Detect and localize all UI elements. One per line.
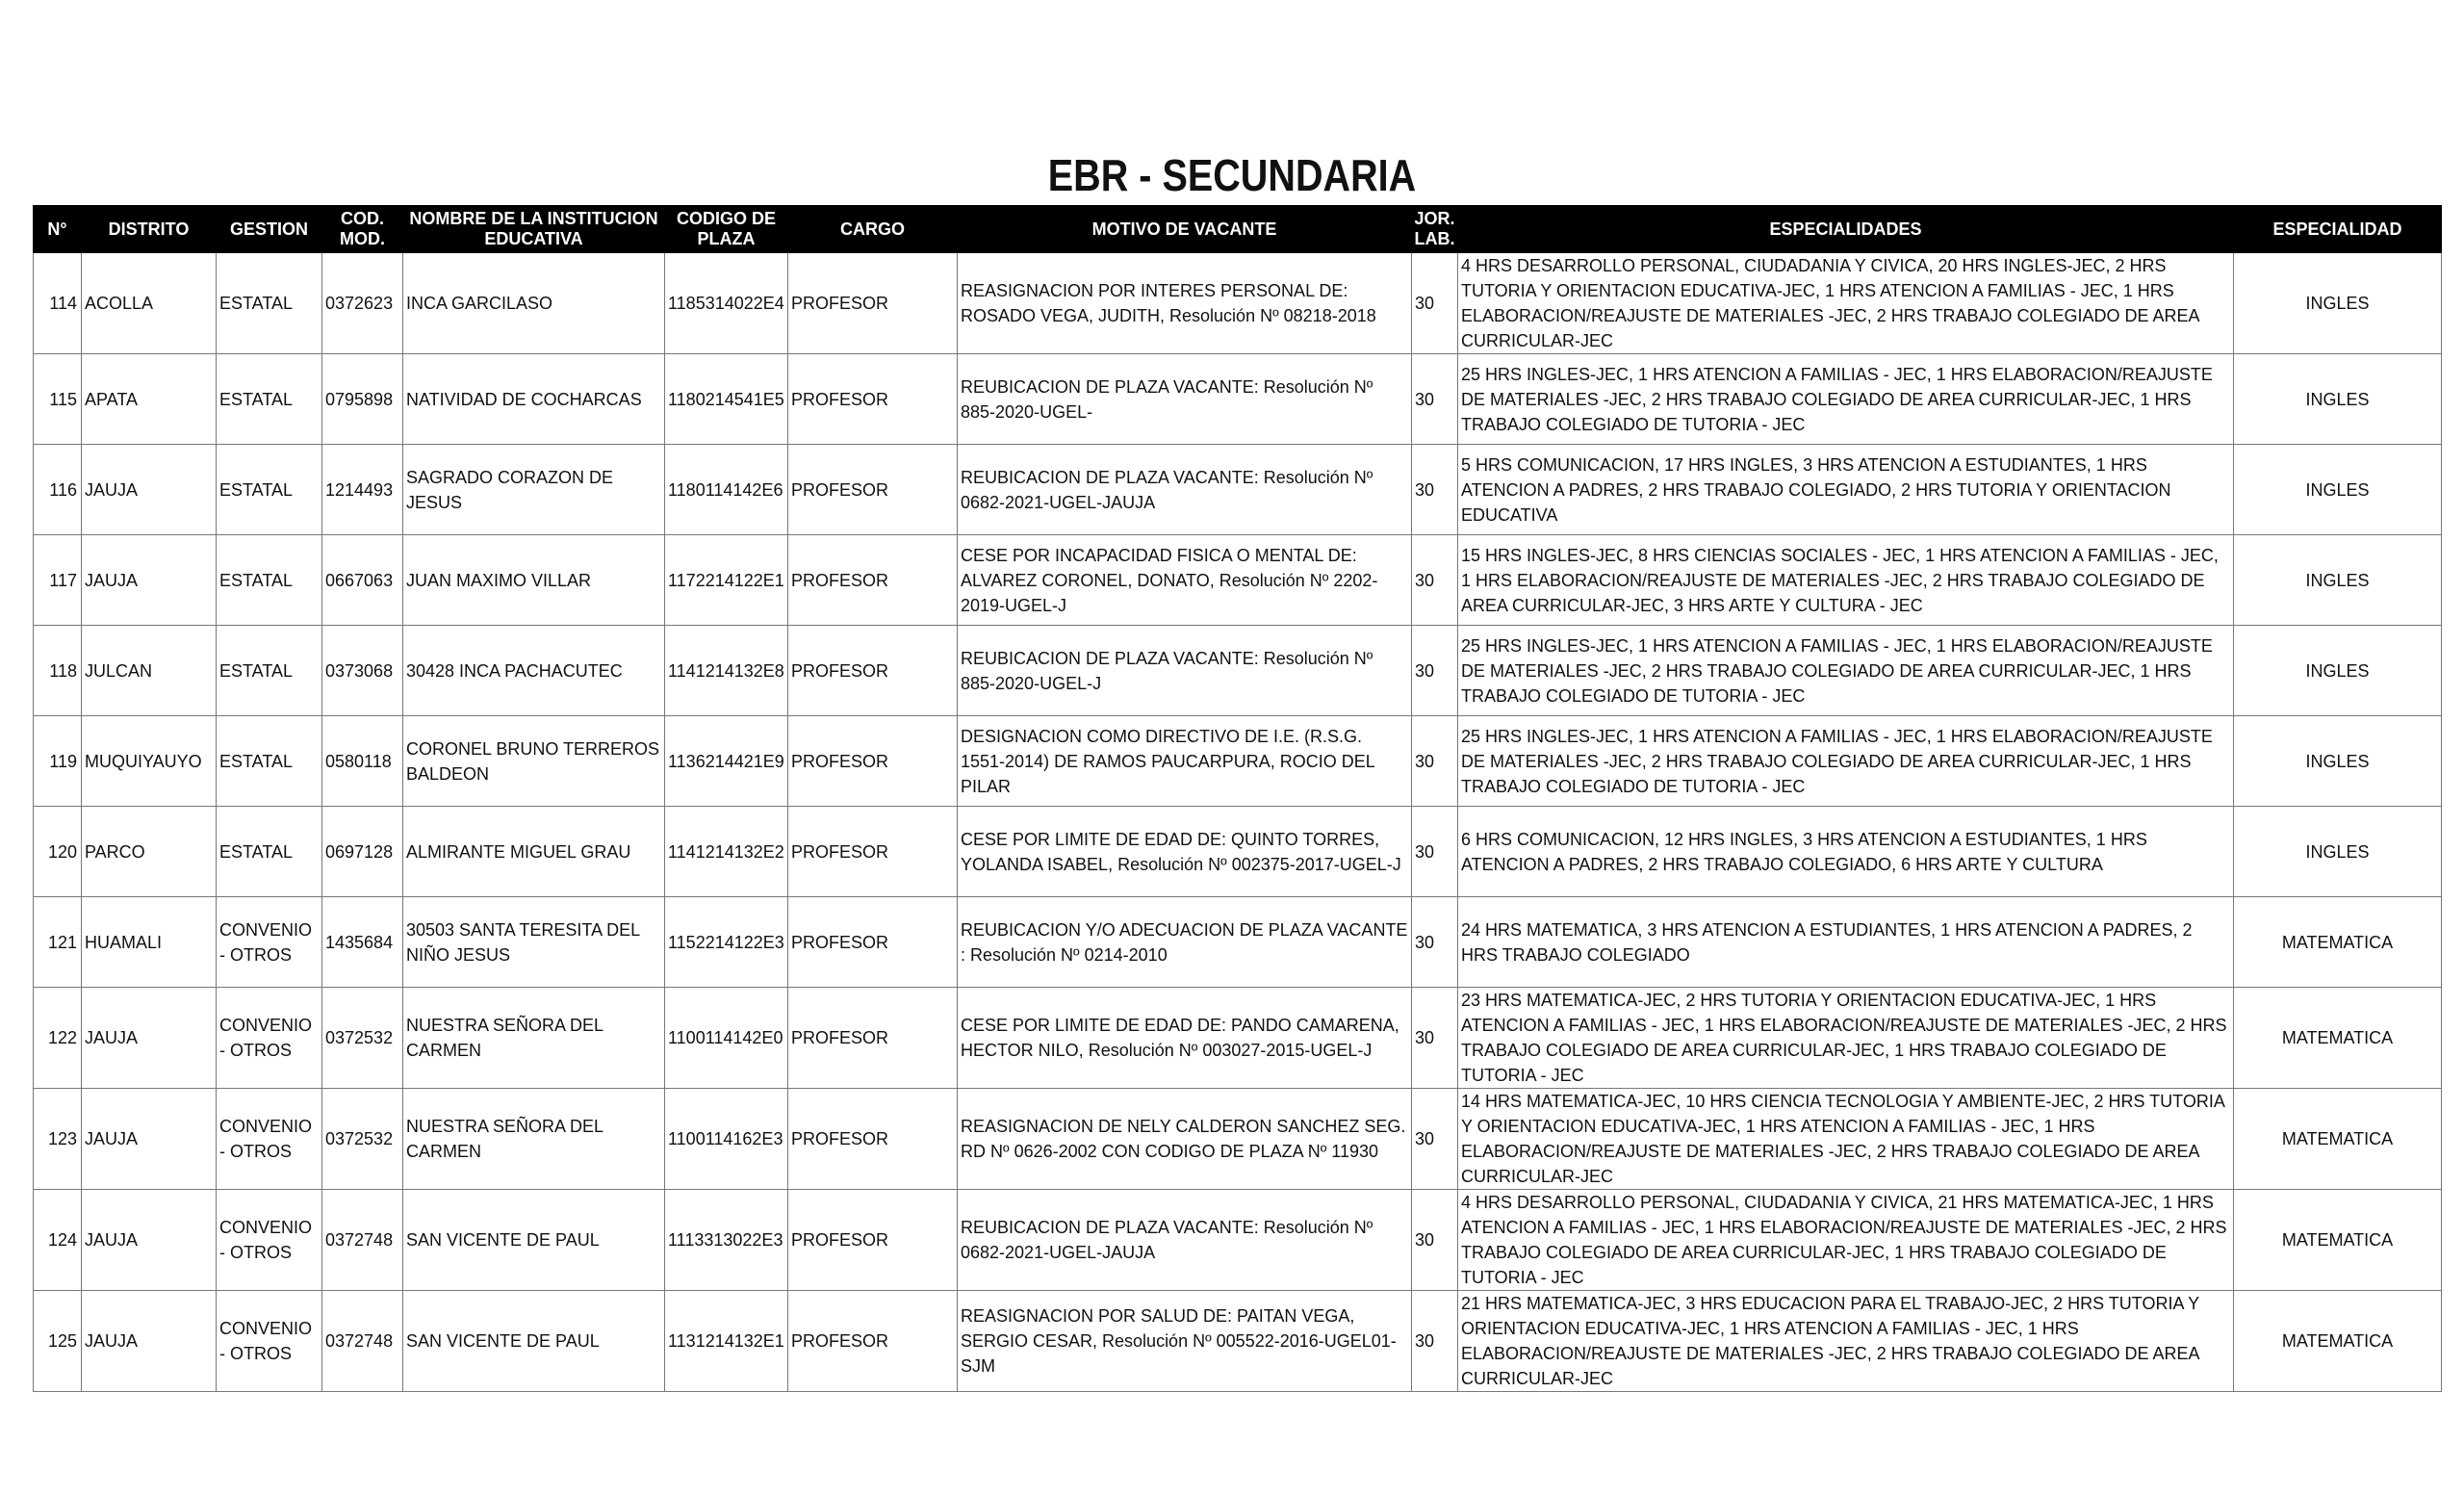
cell-distrito: HUAMALI	[82, 897, 217, 988]
cell-motivo: REASIGNACION POR SALUD DE: PAITAN VEGA, SERGIO CESAR, Resolución Nº 005522-2016-UGEL01-SJM	[958, 1291, 1412, 1392]
cell-gestion: ESTATAL	[217, 807, 322, 897]
cell-especialidades: 6 HRS COMUNICACION, 12 HRS INGLES, 3 HRS ATENCION A ESTUDIANTES, 1 HRS ATENCION A PADRES, 2 HRS TRABAJO COLEGIADO, 6 HRS ARTE Y CULTURA	[1458, 807, 2234, 897]
cell-motivo: REUBICACION Y/O ADECUACION DE PLAZA VACANTE : Resolución Nº 0214-2010	[958, 897, 1412, 988]
cell-n: 116	[34, 445, 82, 535]
cell-nombre: NATIVIDAD DE COCHARCAS	[403, 354, 665, 445]
cell-especialidad: INGLES	[2234, 535, 2442, 626]
table-row	[34, 535, 2442, 626]
cell-jor-lab: 30	[1412, 988, 1458, 1089]
cell-cargo: PROFESOR	[788, 253, 958, 354]
table-row	[34, 253, 2442, 354]
cell-cod-mod: 0697128	[322, 807, 403, 897]
header-motivo: MOTIVO DE VACANTE	[958, 206, 1412, 253]
cell-especialidad: INGLES	[2234, 354, 2442, 445]
cell-distrito: JAUJA	[82, 445, 217, 535]
header-especialidades: ESPECIALIDADES	[1458, 206, 2234, 253]
cell-jor-lab: 30	[1412, 1291, 1458, 1392]
cell-cargo: PROFESOR	[788, 1089, 958, 1190]
cell-gestion: ESTATAL	[217, 354, 322, 445]
cell-gestion: ESTATAL	[217, 535, 322, 626]
cell-cargo: PROFESOR	[788, 535, 958, 626]
cell-codigo-plaza: 1141214132E2	[665, 807, 788, 897]
header-gestion: GESTION	[217, 206, 322, 253]
cell-codigo-plaza: 1131214132E1	[665, 1291, 788, 1392]
cell-distrito: MUQUIYAUYO	[82, 716, 217, 807]
cell-motivo: DESIGNACION COMO DIRECTIVO DE I.E. (R.S.G. 1551-2014) DE RAMOS PAUCARPURA, ROCIO DEL PILAR	[958, 716, 1412, 807]
cell-nombre: 30428 INCA PACHACUTEC	[403, 626, 665, 716]
cell-motivo: REASIGNACION DE NELY CALDERON SANCHEZ SEG. RD Nº 0626-2002 CON CODIGO DE PLAZA Nº 11930	[958, 1089, 1412, 1190]
cell-codigo-plaza: 1141214132E8	[665, 626, 788, 716]
cell-nombre: SAGRADO CORAZON DE JESUS	[403, 445, 665, 535]
cell-distrito: PARCO	[82, 807, 217, 897]
cell-nombre: SAN VICENTE DE PAUL	[403, 1190, 665, 1291]
cell-cargo: PROFESOR	[788, 626, 958, 716]
cell-motivo: REASIGNACION POR INTERES PERSONAL DE: ROSADO VEGA, JUDITH, Resolución Nº 08218-2018	[958, 253, 1412, 354]
cell-cod-mod: 0795898	[322, 354, 403, 445]
header-n: N°	[34, 206, 82, 253]
cell-codigo-plaza: 1180114142E6	[665, 445, 788, 535]
cell-jor-lab: 30	[1412, 1089, 1458, 1190]
cell-especialidades: 25 HRS INGLES-JEC, 1 HRS ATENCION A FAMILIAS - JEC, 1 HRS ELABORACION/REAJUSTE DE MATERIALES -JEC, 2 HRS TRABAJO COLEGIADO DE AREA CURRICULAR-JEC, 1 HRS TRABAJO COLEGIADO DE TUTORIA - JEC	[1458, 626, 2234, 716]
cell-codigo-plaza: 1113313022E3	[665, 1190, 788, 1291]
table-row	[34, 716, 2442, 807]
cell-codigo-plaza: 1180214541E5	[665, 354, 788, 445]
table-row	[34, 626, 2442, 716]
cell-cod-mod: 1435684	[322, 897, 403, 988]
page-title: EBR - SECUNDARIA	[1047, 150, 1417, 200]
cell-especialidad: MATEMATICA	[2234, 1089, 2442, 1190]
cell-motivo: CESE POR LIMITE DE EDAD DE: QUINTO TORRES, YOLANDA ISABEL, Resolución Nº 002375-2017-UGEL-J	[958, 807, 1412, 897]
table-row	[34, 897, 2442, 988]
cell-motivo: CESE POR INCAPACIDAD FISICA O MENTAL DE: ALVAREZ CORONEL, DONATO, Resolución Nº 2202-2019-UGEL-J	[958, 535, 1412, 626]
cell-motivo: REUBICACION DE PLAZA VACANTE: Resolución Nº 0682-2021-UGEL-JAUJA	[958, 1190, 1412, 1291]
header-distrito: DISTRITO	[82, 206, 217, 253]
header-especialidad: ESPECIALIDAD	[2234, 206, 2442, 253]
cell-jor-lab: 30	[1412, 807, 1458, 897]
cell-especialidad: MATEMATICA	[2234, 1291, 2442, 1392]
cell-cod-mod: 1214493	[322, 445, 403, 535]
table-row	[34, 445, 2442, 535]
header-codigo-plaza: CODIGO DE PLAZA	[665, 206, 788, 253]
cell-n: 115	[34, 354, 82, 445]
cell-especialidades: 25 HRS INGLES-JEC, 1 HRS ATENCION A FAMILIAS - JEC, 1 HRS ELABORACION/REAJUSTE DE MATERIALES -JEC, 2 HRS TRABAJO COLEGIADO DE AREA CURRICULAR-JEC, 1 HRS TRABAJO COLEGIADO DE TUTORIA - JEC	[1458, 354, 2234, 445]
header-nombre: NOMBRE DE LA INSTITUCION EDUCATIVA	[403, 206, 665, 253]
cell-especialidad: INGLES	[2234, 626, 2442, 716]
cell-jor-lab: 30	[1412, 535, 1458, 626]
cell-n: 120	[34, 807, 82, 897]
cell-especialidad: INGLES	[2234, 716, 2442, 807]
cell-gestion: ESTATAL	[217, 445, 322, 535]
cell-cargo: PROFESOR	[788, 1291, 958, 1392]
cell-codigo-plaza: 1172214122E1	[665, 535, 788, 626]
cell-nombre: NUESTRA SEÑORA DEL CARMEN	[403, 988, 665, 1089]
cell-distrito: JAUJA	[82, 1089, 217, 1190]
cell-distrito: JAUJA	[82, 535, 217, 626]
cell-especialidad: MATEMATICA	[2234, 1190, 2442, 1291]
cell-especialidad: MATEMATICA	[2234, 988, 2442, 1089]
cell-distrito: APATA	[82, 354, 217, 445]
cell-gestion: CONVENIO - OTROS	[217, 1291, 322, 1392]
cell-nombre: SAN VICENTE DE PAUL	[403, 1291, 665, 1392]
cell-cod-mod: 0372748	[322, 1291, 403, 1392]
cell-jor-lab: 30	[1412, 626, 1458, 716]
table-row	[34, 1089, 2442, 1190]
cell-codigo-plaza: 1152214122E3	[665, 897, 788, 988]
cell-codigo-plaza: 1100114142E0	[665, 988, 788, 1089]
cell-especialidad: INGLES	[2234, 445, 2442, 535]
cell-nombre: ALMIRANTE MIGUEL GRAU	[403, 807, 665, 897]
cell-jor-lab: 30	[1412, 354, 1458, 445]
cell-especialidad: MATEMATICA	[2234, 897, 2442, 988]
table-row	[34, 988, 2442, 1089]
cell-especialidades: 5 HRS COMUNICACION, 17 HRS INGLES, 3 HRS ATENCION A ESTUDIANTES, 1 HRS ATENCION A PADRES, 2 HRS TRABAJO COLEGIADO, 2 HRS TUTORIA Y ORIENTACION EDUCATIVA	[1458, 445, 2234, 535]
cell-gestion: CONVENIO - OTROS	[217, 1089, 322, 1190]
cell-gestion: CONVENIO - OTROS	[217, 897, 322, 988]
cell-nombre: CORONEL BRUNO TERREROS BALDEON	[403, 716, 665, 807]
cell-n: 118	[34, 626, 82, 716]
table-row	[34, 354, 2442, 445]
cell-nombre: INCA GARCILASO	[403, 253, 665, 354]
cell-jor-lab: 30	[1412, 716, 1458, 807]
cell-cod-mod: 0372623	[322, 253, 403, 354]
cell-n: 119	[34, 716, 82, 807]
cell-n: 122	[34, 988, 82, 1089]
header-jor-lab: JOR. LAB.	[1412, 206, 1458, 253]
cell-cargo: PROFESOR	[788, 354, 958, 445]
cell-gestion: CONVENIO - OTROS	[217, 1190, 322, 1291]
cell-especialidades: 21 HRS MATEMATICA-JEC, 3 HRS EDUCACION PARA EL TRABAJO-JEC, 2 HRS TUTORIA Y ORIENTACION EDUCATIVA-JEC, 1 HRS ATENCION A FAMILIAS - JEC, 1 HRS ELABORACION/REAJUSTE DE MATERIALES -JEC, 2 HRS TRABAJO COLEGIADO DE AREA CURRICULAR-JEC	[1458, 1291, 2234, 1392]
cell-nombre: JUAN MAXIMO VILLAR	[403, 535, 665, 626]
cell-cod-mod: 0373068	[322, 626, 403, 716]
header-cargo: CARGO	[788, 206, 958, 253]
cell-distrito: JAUJA	[82, 1190, 217, 1291]
cell-motivo: REUBICACION DE PLAZA VACANTE: Resolución Nº 0682-2021-UGEL-JAUJA	[958, 445, 1412, 535]
vacancies-table	[33, 205, 2442, 1392]
cell-especialidades: 24 HRS MATEMATICA, 3 HRS ATENCION A ESTUDIANTES, 1 HRS ATENCION A PADRES, 2 HRS TRABAJO COLEGIADO	[1458, 897, 2234, 988]
cell-cargo: PROFESOR	[788, 988, 958, 1089]
cell-cod-mod: 0372748	[322, 1190, 403, 1291]
cell-n: 117	[34, 535, 82, 626]
cell-cod-mod: 0580118	[322, 716, 403, 807]
cell-distrito: ACOLLA	[82, 253, 217, 354]
cell-codigo-plaza: 1136214421E9	[665, 716, 788, 807]
table-header-row	[34, 206, 2442, 253]
cell-cod-mod: 0372532	[322, 988, 403, 1089]
cell-cargo: PROFESOR	[788, 897, 958, 988]
cell-gestion: ESTATAL	[217, 253, 322, 354]
cell-motivo: CESE POR LIMITE DE EDAD DE: PANDO CAMARENA, HECTOR NILO, Resolución Nº 003027-2015-UGEL-J	[958, 988, 1412, 1089]
cell-gestion: ESTATAL	[217, 626, 322, 716]
cell-codigo-plaza: 1185314022E4	[665, 253, 788, 354]
cell-cargo: PROFESOR	[788, 445, 958, 535]
cell-motivo: REUBICACION DE PLAZA VACANTE: Resolución Nº 885-2020-UGEL-	[958, 354, 1412, 445]
cell-nombre: NUESTRA SEÑORA DEL CARMEN	[403, 1089, 665, 1190]
header-cod-mod: COD. MOD.	[322, 206, 403, 253]
cell-especialidades: 25 HRS INGLES-JEC, 1 HRS ATENCION A FAMILIAS - JEC, 1 HRS ELABORACION/REAJUSTE DE MATERIALES -JEC, 2 HRS TRABAJO COLEGIADO DE AREA CURRICULAR-JEC, 1 HRS TRABAJO COLEGIADO DE TUTORIA - JEC	[1458, 716, 2234, 807]
cell-especialidades: 4 HRS DESARROLLO PERSONAL, CIUDADANIA Y CIVICA, 20 HRS INGLES-JEC, 2 HRS TUTORIA Y ORIENTACION EDUCATIVA-JEC, 1 HRS ATENCION A FAMILIAS - JEC, 1 HRS ELABORACION/REAJUSTE DE MATERIALES -JEC, 2 HRS TRABAJO COLEGIADO DE AREA CURRICULAR-JEC	[1458, 253, 2234, 354]
cell-cargo: PROFESOR	[788, 716, 958, 807]
cell-n: 123	[34, 1089, 82, 1190]
table-row	[34, 1291, 2442, 1392]
cell-n: 124	[34, 1190, 82, 1291]
cell-jor-lab: 30	[1412, 445, 1458, 535]
cell-cargo: PROFESOR	[788, 1190, 958, 1291]
cell-motivo: REUBICACION DE PLAZA VACANTE: Resolución Nº 885-2020-UGEL-J	[958, 626, 1412, 716]
cell-distrito: JAUJA	[82, 988, 217, 1089]
cell-cargo: PROFESOR	[788, 807, 958, 897]
table-row	[34, 807, 2442, 897]
cell-especialidad: INGLES	[2234, 253, 2442, 354]
table-row	[34, 1190, 2442, 1291]
cell-gestion: ESTATAL	[217, 716, 322, 807]
cell-cod-mod: 0667063	[322, 535, 403, 626]
cell-especialidades: 23 HRS MATEMATICA-JEC, 2 HRS TUTORIA Y ORIENTACION EDUCATIVA-JEC, 1 HRS ATENCION A FAMILIAS - JEC, 1 HRS ELABORACION/REAJUSTE DE MATERIALES -JEC, 2 HRS TRABAJO COLEGIADO DE AREA CURRICULAR-JEC, 1 HRS TRABAJO COLEGIADO DE TUTORIA - JEC	[1458, 988, 2234, 1089]
cell-distrito: JAUJA	[82, 1291, 217, 1392]
cell-n: 121	[34, 897, 82, 988]
cell-especialidades: 4 HRS DESARROLLO PERSONAL, CIUDADANIA Y CIVICA, 21 HRS MATEMATICA-JEC, 1 HRS ATENCION A FAMILIAS - JEC, 1 HRS ELABORACION/REAJUSTE DE MATERIALES -JEC, 2 HRS TRABAJO COLEGIADO DE AREA CURRICULAR-JEC, 1 HRS TRABAJO COLEGIADO DE TUTORIA - JEC	[1458, 1190, 2234, 1291]
cell-jor-lab: 30	[1412, 1190, 1458, 1291]
cell-especialidades: 15 HRS INGLES-JEC, 8 HRS CIENCIAS SOCIALES - JEC, 1 HRS ATENCION A FAMILIAS - JEC, 1 HRS ELABORACION/REAJUSTE DE MATERIALES -JEC, 2 HRS TRABAJO COLEGIADO DE AREA CURRICULAR-JEC, 3 HRS ARTE Y CULTURA - JEC	[1458, 535, 2234, 626]
cell-especialidad: INGLES	[2234, 807, 2442, 897]
cell-gestion: CONVENIO - OTROS	[217, 988, 322, 1089]
cell-jor-lab: 30	[1412, 897, 1458, 988]
cell-n: 125	[34, 1291, 82, 1392]
cell-jor-lab: 30	[1412, 253, 1458, 354]
cell-n: 114	[34, 253, 82, 354]
cell-especialidades: 14 HRS MATEMATICA-JEC, 10 HRS CIENCIA TECNOLOGIA Y AMBIENTE-JEC, 2 HRS TUTORIA Y ORIENTACION EDUCATIVA-JEC, 1 HRS ATENCION A FAMILIAS - JEC, 1 HRS ELABORACION/REAJUSTE DE MATERIALES -JEC, 2 HRS TRABAJO COLEGIADO DE AREA CURRICULAR-JEC	[1458, 1089, 2234, 1190]
cell-cod-mod: 0372532	[322, 1089, 403, 1190]
cell-distrito: JULCAN	[82, 626, 217, 716]
cell-nombre: 30503 SANTA TERESITA DEL NIÑO JESUS	[403, 897, 665, 988]
cell-codigo-plaza: 1100114162E3	[665, 1089, 788, 1190]
